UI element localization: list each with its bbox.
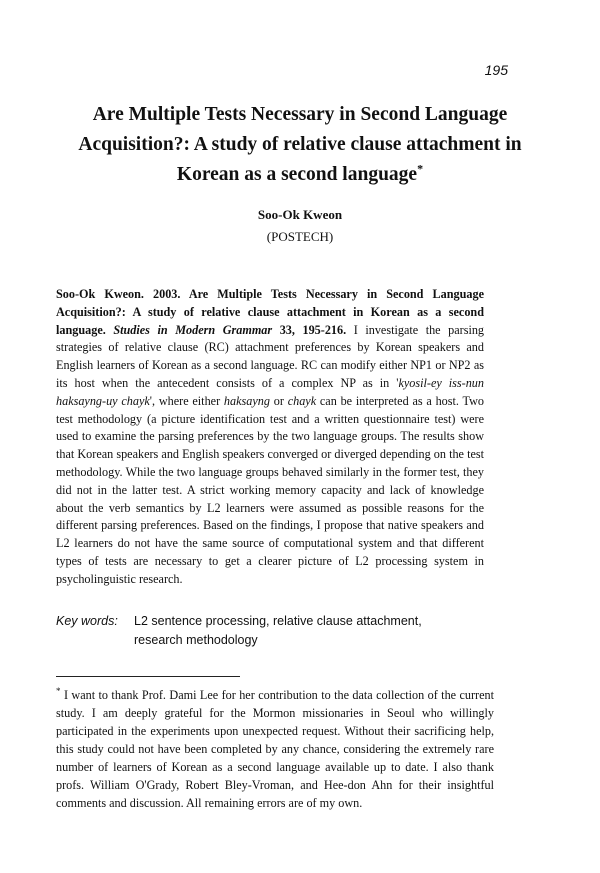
keywords-line-2: research methodology xyxy=(134,633,258,647)
abstract-word-1: haksayng xyxy=(223,393,270,408)
author-affiliation: (POSTECH) xyxy=(266,229,334,244)
title-line-3-text: Korean as a second language xyxy=(176,164,418,185)
abstract-journal: Studies in Modern Grammar xyxy=(113,322,273,337)
keywords-line-1: L2 sentence processing, relative clause attachment, xyxy=(134,614,422,628)
abstract-word-2: chayk xyxy=(287,393,317,408)
abstract-text-1: I investigate the parsing strategies of relative clause (RC) attachment preferences by Korean speakers and English learners of Korean as a second language. RC can modify either NP1 or NP2 as its host when the antecedent consists of a complex NP as in ' xyxy=(56,322,485,390)
page-number: 195 xyxy=(484,62,508,78)
abstract-text-4: can be interpreted as a host. Two test methodology (a picture identification test and a written questionnaire test) were used to examine the parsing preferences by the two language groups. The results show that Korean speakers and English speakers converged or diverged depending on the test methodology. While the two language groups behaved similarly in the former test, they did not in the latter test. A strict working memory capacity and lack of knowledge about the verb semantics by L2 learners were assumed as possible reasons for the different parsing preferences. Based on the findings, I propose that native speakers and L2 learners do not have the same source of computational system and that different types of tests are necessary to get a clearer picture of L2 processing system in psycholinguistic research. xyxy=(56,393,484,586)
title-line-1: Are Multiple Tests Necessary in Second Language xyxy=(92,104,508,125)
title-line-2: Acquisition?: A study of relative clause attachment in xyxy=(78,134,522,155)
footnote xyxy=(56,686,494,812)
abstract-citation: Soo-Ok Kweon. 2003. Are Multiple Tests Necessary in Second Language Acquisition?: A study of relative clause attachment in Korean as a second language. xyxy=(56,287,484,337)
keywords xyxy=(56,612,496,650)
title-footnote-marker: * xyxy=(417,161,424,176)
abstract-text-3: or xyxy=(269,393,288,408)
footnote-text: I want to thank Prof. Dami Lee for her contribution to the data collection of the current study. I am deeply grateful for the Mormon missionaries in Seoul who willingly participated in the experiments upon unexpected request. Without their sacrificing help, this study could not have been completed by any chance, considering the extremely rare number of learners of Korean as a second language available up to date. I also thank profs. William O'Grady, Robert Bley-Vroman, and Hee-don Ahn for their insightful comments and discussion. All remaining errors are of my own. xyxy=(56,688,495,810)
abstract-text-2: ', where either xyxy=(149,393,224,408)
footnote-marker: * xyxy=(56,685,61,696)
footnote-divider xyxy=(56,676,240,677)
title-line-3 xyxy=(30,160,570,190)
keywords-label: Key words: xyxy=(56,614,118,628)
abstract-volume-pages: 33, 195-216. xyxy=(279,322,347,337)
author-name: Soo-Ok Kweon xyxy=(257,207,343,222)
abstract-example: kyosil-ey iss-nun haksayng-uy chayk xyxy=(56,375,484,408)
paper-title xyxy=(30,100,570,190)
abstract xyxy=(56,286,484,589)
author-block xyxy=(0,204,600,248)
